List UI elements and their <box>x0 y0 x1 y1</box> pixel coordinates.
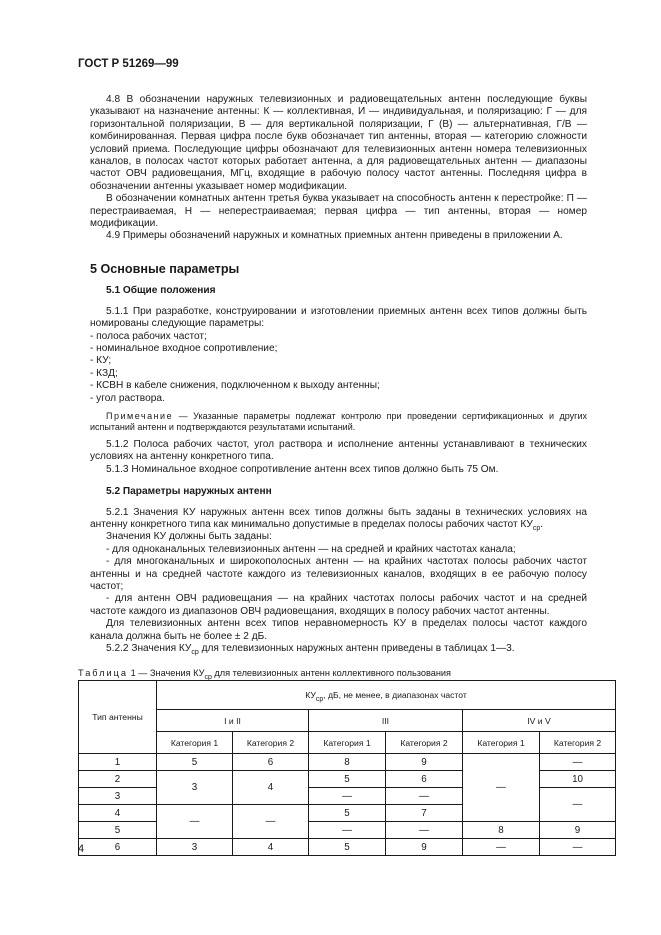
band-header: IV и V <box>463 710 616 732</box>
table-cell: — <box>233 805 309 839</box>
table-caption: Таблица 1 — Значения $КУ_{ср}$ для телевизионных антенн коллективного пользования <box>78 668 452 681</box>
page-number: 4 <box>78 843 85 855</box>
list-item: - КСВН в кабеле снижения, подключенном к выходу антенны; <box>90 380 380 392</box>
paragraph-5-1-2: 5.1.2 Полоса рабочих частот, угол раствора и исполнение антенны устанавливают в технических условиях на антенну конкретного типа. <box>90 438 587 463</box>
paragraph-ku-single: - для одноканальных телевизионных антенн — на средней и крайних частотах канала; <box>106 543 516 555</box>
table-cell: 3 <box>79 788 157 805</box>
list-item: - номинальное входное сопротивление; <box>90 342 278 354</box>
list-item: - КУ; <box>90 355 112 367</box>
table-cell: — <box>386 788 463 805</box>
table-cell: 9 <box>386 839 463 856</box>
table-cell: 2 <box>79 771 157 788</box>
category-header: Категория 2 <box>386 732 463 754</box>
table-cell: — <box>157 805 233 839</box>
table-cell: 9 <box>386 754 463 771</box>
list-item: - полоса рабочих частот; <box>90 330 207 342</box>
paragraph-4-8: 4.8 В обозначении наружных телевизионных и радиовещательных антенн последующие буквы указывают на назначение антенны: К — коллективная, И — индивидуальная, и поляризацию: Г — для горизонтальной поляризации, В — для вертикальной поляризации, Г (В) — альтернативная, Г/В — комбинированная. Первая цифра после букв обозначает тип антенны, вторая — категорию сложности условий приема. Последующие цифры обозначают для телевизионных антенн номера телевизионных каналов, в полосах частот которых работает антенна, а для радиовещательных антенн — диапазоны частот ОВЧ радиовещания, МГц, входящие в рабочую полосу частот антенны. Последняя цифра в обозначении антенны указывает номер модификации. <box>90 94 587 192</box>
category-header: Категория 1 <box>309 732 386 754</box>
table-cell: 8 <box>463 822 540 839</box>
table-cell: 4 <box>79 805 157 822</box>
table-row <box>79 754 616 771</box>
band-header: I и II <box>157 710 309 732</box>
table-cell: 5 <box>79 822 157 839</box>
section-5-2-heading: 5.2 Параметры наружных антенн <box>106 486 272 498</box>
col-header-ku: $КУ_{ср}$, дБ, не менее, в диапазонах частот <box>157 681 616 710</box>
paragraph-ku-nonuniformity: Для телевизионных антенн всех типов неравномерность КУ в пределах полосы частот каждого канала должна быть не более ± 2 дБ. <box>90 618 587 642</box>
table-cell: 3 <box>157 839 233 856</box>
paragraph-5-2-2: 5.2.2 Значения $КУ_{ср}$ для телевизионных наружных антенн приведены в таблицах 1—3. <box>106 643 515 657</box>
paragraph-5-2-1: 5.2.1 Значения КУ наружных антенн всех типов должны быть заданы в технических условиях на антенну конкретного типа как минимально допустимые в пределах полосы рабочих частот $КУ_{ср}$. <box>90 506 587 532</box>
band-header: III <box>309 710 463 732</box>
body-text <box>90 94 587 655</box>
paragraph-5-1-3: 5.1.3 Номинальное входное сопротивление антенн всех типов должно быть 75 Ом. <box>106 463 499 475</box>
table-cell: 7 <box>386 805 463 822</box>
document-header: ГОСТ Р 51269—99 <box>78 58 179 70</box>
table-cell: 3 <box>157 771 233 805</box>
category-header: Категория 2 <box>233 732 309 754</box>
table-cell: 4 <box>233 771 309 805</box>
paragraph-4-9: 4.9 Примеры обозначений наружных и комнатных приемных антенн приведены в приложении А. <box>106 230 563 242</box>
col-header-type: Тип антенны <box>79 681 157 754</box>
table-cell: — <box>463 754 540 822</box>
table-cell: 4 <box>233 839 309 856</box>
table-cell: 6 <box>79 839 157 856</box>
paragraph-ku-multi: - для многоканальных и широкополосных антенн — на крайних частотах полосы рабочих частот антенны и на средней частоте каждого из телевизионных каналов, входящих в ее рабочую полосу частот; <box>90 556 587 592</box>
table-cell: 10 <box>540 771 616 788</box>
table-cell: — <box>540 839 616 856</box>
table-cell: 5 <box>309 771 386 788</box>
paragraph-5-1-1: 5.1.1 При разработке, конструировании и изготовлении приемных антенн всех типов должны быть номированы следующие параметры: <box>90 305 587 330</box>
paragraph-room-antenna: В обозначении комнатных антенн третья буква указывает на способность антенн к перестройке: П — перестраиваемая, Н — неперестраиваемая; первая цифра — тип антенны, вторая — номер модификации. <box>90 193 587 230</box>
paragraph-ku-ovch: - для антенн ОВЧ радиовещания — на крайних частотах полосы рабочих частот и на средней частоте каждого из диапазонов ОВЧ радиовещания, входящих в полосу рабочих частот антенны. <box>90 593 587 617</box>
category-header: Категория 2 <box>540 732 616 754</box>
category-header: Категория 1 <box>157 732 233 754</box>
parameter-list <box>90 331 587 405</box>
note-label: Примечание <box>106 410 174 421</box>
table-cell: 6 <box>233 754 309 771</box>
table-cell: 5 <box>309 805 386 822</box>
table-cell: 8 <box>309 754 386 771</box>
list-item: - угол раствора. <box>90 392 165 404</box>
list-item: - КЗД; <box>90 367 118 379</box>
note-text: — Указанные параметры подлежат контролю при проведении сертификационных и других испытаний антенн и подтверждаются результатами испытаний. <box>90 410 587 432</box>
table-cell: 9 <box>540 822 616 839</box>
table-cell: — <box>309 822 386 839</box>
table-cell: 1 <box>79 754 157 771</box>
table-cell: 5 <box>309 839 386 856</box>
note <box>90 411 587 433</box>
table-cell: — <box>540 754 616 771</box>
table-cell: — <box>463 839 540 856</box>
ku-table <box>78 680 616 856</box>
section-5-heading: 5 Основные параметры <box>90 261 240 276</box>
table-row <box>79 839 616 856</box>
table-cell: — <box>309 788 386 805</box>
paragraph-ku-intro: Значения КУ должны быть заданы: <box>106 531 272 543</box>
table-cell: — <box>540 788 616 822</box>
section-5-1-heading: 5.1 Общие положения <box>106 285 216 297</box>
table-cell: 5 <box>157 754 233 771</box>
category-header: Категория 1 <box>463 732 540 754</box>
table-cell: 6 <box>386 771 463 788</box>
table-cell: — <box>386 822 463 839</box>
